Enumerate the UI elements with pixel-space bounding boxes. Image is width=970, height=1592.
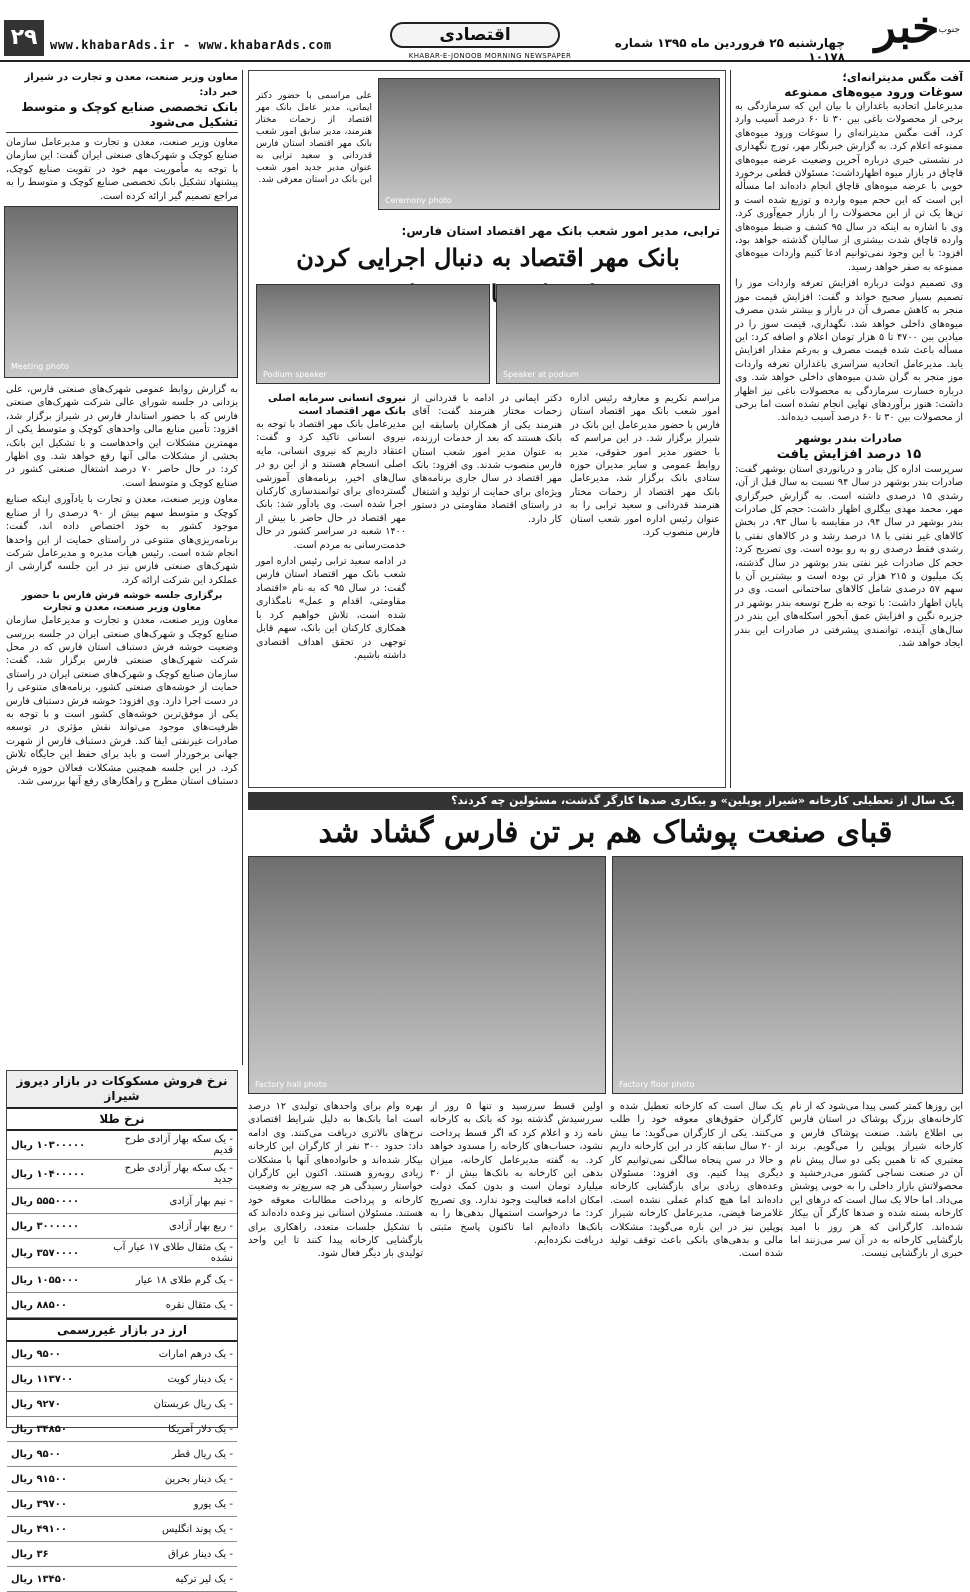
factory-hall-photo: [248, 856, 606, 1094]
right-column: [735, 70, 963, 788]
article-body: سرپرست اداره کل بنادر و دریانوردی استان بوشهر گفت: صادرات بندر بوشهر در سال ۹۴ نسبت به سال قبل از آن، رشدی ۱۵ درصدی داشته است. به گزارش خبرگزاری مهر، محمد مهدی بیگلری اظهار داشت: حجم کل صادرات بندر بوشهر در سال ۹۴، در مقایسه با سال ۹۳، در بخش کالاهای غیر نفتی با ۱۸ درصد رشد و در کالاهای نفتی با رشدی فقط درصدی رو به رو بوده است. وی تصریح کرد: حجم کل صادرات غیر نفتی بندر بوشهر در سال گذشته، یک میلیون و ۲۱۵ هزار تن بوده است و بیشترین آن با سهم ۵۷ درصدی شامل کالاهای ساختمانی است. وی در پایان اظهار داشت: با توجه به طرح توسعه بندر بوشهر در جزیره نگین و افزایش عمق آبخور اسکله‌های این بندر در سال‌های آینده، توانمندی پیشرفتی در صادرات این بندر ایجاد خواهد شد.: [735, 463, 964, 650]
price-row: [7, 1492, 237, 1517]
article-body: معاون وزیر صنعت، معدن و تجارت با یادآوری اینکه صنایع کوچک و متوسط سهم بیش از ۹۰ درصدی را از صنایع موجود کشور به خود اختصاص داده اند، گفت: برنامه‌ریزی‌های متنوعی در راستای حمایت از این واحدها انجام شده است. رئیس هیأت مدیره و مدیرعامل شرکت شهرک‌های صنعتی فارس نیز در این جلسه گزارشی از عملکرد این شرکت ارائه کرد.: [6, 494, 238, 586]
article-body: مدیرعامل بانک مهر اقتصاد با توجه به نیروی انسانی تاکید کرد و گفت: اعتقاد داریم که نیروی انسانی، مایه اصلی انسجام هستند و از این رو در سال‌های اخیر، برنامه‌های آموزشی گسترده‌ای برای توانمندسازی کارکنان اجرا شده است. وی یادآور شد: بانک مهر اقتصاد در حال حاضر با بیش از ۱۴۰۰ شعبه در سراسر کشور در حال خدمت‌رسانی به مردم است.: [256, 419, 406, 551]
photo-label: Factory floor photo: [619, 1080, 695, 1089]
feature-column-1: [570, 392, 720, 782]
price-value: ۵۵۵۰۰۰۰ ریال: [7, 1189, 99, 1214]
photo-label: Meeting photo: [11, 361, 69, 371]
price-label: - یک دینار عراق: [99, 1542, 237, 1567]
story-subbar: یک سال از تعطیلی کارخانه «شیراز پوپلین» و بیکاری صدها کارگر گذشت، مسئولین چه کردند؟: [248, 792, 963, 810]
price-value: ۴۹۱۰۰ ریال: [7, 1517, 99, 1542]
story-column-2: یک سال است که کارخانه تعطیل شده و کارگران حقوق‌های معوقه خود را طلب می‌کنند. یکی از کارگران می‌گوید: ما بیش از ۲۰ سال سابقه کار در این کارخانه داریم و حالا در سن پنجاه سالگی نمی‌توانیم کار دیگری پیدا کنیم. وی افزود: مسئولان وعده‌های زیادی برای بازگشایی کارخانه داده‌اند اما هیچ کدام عملی نشده است. غلامرضا فیضی، مدیرعامل کارخانه شیراز پوپلین نیز در این باره می‌گوید: مشکلات مالی و بدهی‌های بانکی باعث توقف تولید شده است.: [610, 1101, 783, 1260]
article-body: دکتر ایمانی در ادامه با قدردانی از زحمات مختار هنرمند گفت: آقای هنرمند یکی از همکاران باسابقه این بانک هستند که بعد از خدمات ارزنده، به عنوان مدیر امور شعب استان فارس منصوب شدند. وی افزود: بانک مهر اقتصاد در سال جاری برنامه‌های ویژه‌ای برای حمایت از تولید و اشتغال در راستای اقتصاد مقاومتی در دستور کار دارد.: [412, 393, 562, 525]
price-label: - یک دینار کویت: [99, 1367, 237, 1392]
article-body: وی تصمیم دولت درباره افزایش تعرفه واردات موز را تصمیم بسیار صحیح خواند و گفت: افزایش قیمت موز منجر به کاهش مصرف آن در بازار و بیشتر شدن مصرف میوه‌های داخلی خواهد شد. نگهداری، قیمت سوز را در میادین بین ۴۷۰۰ تا ۵ هزار تومان اعلام و اضافه کرد: این مسأله باعث شده قیمت مصرف و به‌رغم مقدار افزایش یابد. مدیرعامل اتحادیه سراسری باغداران تعرفه واردات موز منجر به گران شدن میوه‌های داخلی خواهد شد. وی درباره خسارت سرمازدگی به محصولات باغی نیز اظهار داشت: هنوز برآوردهای نهایی انجام نشده است اما برخی از محصولات بین ۳۰ تا ۶۰ درصد آسیب دیده‌اند.: [735, 278, 963, 424]
price-value: ۱۳۴۵۰ ریال: [7, 1567, 99, 1592]
price-label: - یک دلار آمریکا: [99, 1417, 237, 1442]
column-divider: [730, 70, 731, 788]
masthead: [0, 0, 970, 62]
story-headline: قبای صنعت پوشاک هم بر تن فارس گشاد شد: [318, 815, 893, 850]
website-link[interactable]: www.khabarAds.ir - www.khabarAds.com: [50, 38, 332, 52]
price-row: [7, 1417, 237, 1442]
fx-table: [7, 1342, 237, 1592]
price-value: ۱۱۳۷۰۰ ریال: [7, 1367, 99, 1392]
price-row: [7, 1367, 237, 1392]
feature-column-3: [256, 392, 406, 782]
price-row: [7, 1268, 237, 1293]
price-label: - یک سکه بهار آزادی طرح قدیم: [99, 1131, 237, 1160]
podium-photo: [496, 284, 720, 384]
price-label: - یک یورو: [99, 1492, 237, 1517]
logo-small-text: جنوب: [938, 25, 960, 35]
price-label: - یک مثقال طلای ۱۷ عیار آب نشده: [99, 1239, 237, 1268]
price-row: [7, 1567, 237, 1592]
photo-caption: علی مراسمی با حضور دکتر ایمانی، مدیر عامل بانک مهر اقتصاد از زحمات مختار هنرمند، مدیر سابق امور شعب بانک مهر اقتصاد استان فارس قدردانی و سعید ترابی به عنوان مدیر جدید امور شعب این بانک در استان معرفی شد.: [256, 91, 372, 185]
fx-header: ارز در بازار غیررسمی: [7, 1318, 237, 1342]
feature-kicker: ترابی، مدیر امور شعب بانک مهر اقتصاد استان فارس:: [401, 224, 720, 238]
article-headline: بانک تخصصی صنایع کوچک و متوسط تشکیل می‌شود: [6, 100, 238, 133]
speaker-photo: [256, 284, 490, 384]
photo-label: Speaker at podium: [503, 370, 579, 379]
column-divider: [242, 70, 243, 1065]
price-row: [7, 1239, 237, 1268]
ceremony-photo: [378, 78, 720, 210]
price-value: ۱۰۵۵۰۰۰ ریال: [7, 1268, 99, 1293]
price-value: ۳۵۷۰۰۰۰ ریال: [7, 1239, 99, 1268]
price-row: [7, 1131, 237, 1160]
price-value: ۱۰۴۰۰۰۰۰ ریال: [7, 1160, 99, 1189]
story-column-4: بهره وام برای واحدهای تولیدی ۱۲ درصد است اما بانک‌ها به دلیل شرایط اقتصادی نرخ‌های بالاتری دریافت می‌کنند. وی ادامه داد: حدود ۳۰۰ نفر از کارگران این کارخانه بیکار شده‌اند و خانواده‌های آنها با مشکلات زیادی روبه‌رو هستند. اکنون این کارگران خواستار رسیدگی هر چه سریع‌تر به وضعیت کارخانه و پرداخت مطالبات معوقه خود هستند. مسئولان استانی نیز وعده داده‌اند که با تشکیل جلسات متعدد، راهکاری برای بازگشایی کارخانه پیدا کنند تا این واحد تولیدی بار دیگر فعال شود.: [248, 1101, 423, 1260]
story-column-1: این روزها کمتر کسی پیدا می‌شود که از نام کارخانه‌های بزرگ پوشاک در استان فارس بی اطلاع باشد. صنعت پوشاک فارس و کارخانه شیراز پوپلین را می‌گویم. برند معتبری که تا همین یکی دو سال پیش نام آن در صنعت نساجی کشور می‌درخشید و محصولاتش بازار داخلی را به خوبی پوشش می‌داد. اما حالا یک سال است که درهای این کارخانه بسته شده و صدها کارگر آن بیکار شده‌اند. کارگرانی که هر روز با امید بازگشایی کارخانه به در آن سر می‌زنند اما خبری از بازگشایی نیست.: [790, 1101, 963, 1260]
meeting-photo: [4, 206, 238, 378]
price-label: - یک درهم امارات: [99, 1342, 237, 1367]
article-body: در ادامه سعید ترابی رئیس اداره امور شعب بانک مهر اقتصاد استان فارس گفت: در سال ۹۵ که به نام «اقتصاد مقاومتی، اقدام و عمل» نامگذاری شده است، تلاش خواهیم کرد با همکاری کارکنان این بانک، سهم قابل توجهی در تحقق اهداف اقتصادی داشته باشیم.: [256, 556, 406, 661]
price-value: ۹۲۷۰ ریال: [7, 1392, 99, 1417]
price-table: [6, 1070, 238, 1585]
article-kicker: صادرات بندر بوشهر: [795, 431, 903, 445]
article-body: مدیرعامل اتحادیه باغداران با بیان این که سرمازدگی به برخی از محصولات باغی بین ۳۰ تا ۶۰ درصد آسیب وارد کرد، آفت مگس مدیترانه‌ای را سوغات ورود میوه‌های ممنوعه اعلام کرد. به گزارش خبرنگار مهر، تورج نگهداری در نشستی خبری درباره آخرین وضعیت عرضه میوه‌های قاچاق در بازار میوه اظهارداشت: مسئولان قطعی برخورد خوبی با عرضه میوه‌های قاچاق انجام داده‌اند اما مسأله این است که این حجم میوه وارده و توزیع شده است و تن‌ها یک تن از این محصولات را از بازار جمع‌آوری کرد. وی با اشاره به اینکه در سال ۹۵ کشف و ضبط میوه‌های وارده قاچاق شدت بیشتری از سالیان گذشته خواهد بود، افزود: با این وجود نمی‌توانیم ادعا کنیم واردات میوه‌های ممنوعه به صفر خواهد رسید.: [735, 101, 963, 273]
photo-label: Ceremony photo: [385, 196, 452, 205]
price-row: [7, 1542, 237, 1567]
article-body: به گزارش روابط عمومی شهرک‌های صنعتی فارس، علی یزدانی در جلسه شورای عالی شرکت شهرک‌های صنعتی فارس که با حضور استاندار فارس در شیراز برگزار شد، افزود: تأمین منابع مالی واحدهای کوچک و متوسط یکی از مهمترین مشکلات این واحدهاست و با تشکیل این بانک، بخشی از مشکلات مالی آنها رفع خواهد شد. وی اظهار کرد: در حال حاضر ۷۰ درصد اشتغال صنعتی کشور در صنایع کوچک و متوسط است.: [6, 384, 238, 489]
price-label: - یک دینار بحرین: [99, 1467, 237, 1492]
article-headline: سوغات ورود میوه‌های ممنوعه: [784, 85, 963, 99]
photo-label: Factory hall photo: [255, 1080, 327, 1089]
gold-table: [7, 1131, 237, 1318]
left-column: [6, 70, 238, 1065]
price-value: ۳۰۰۰۰۰۰ ریال: [7, 1214, 99, 1239]
price-row: [7, 1392, 237, 1417]
article-body: مراسم تکریم و معارفه رئیس اداره امور شعب بانک مهر اقتصاد استان فارس با حضور مدیرعامل این بانک در شیراز برگزار شد. در این مراسم که با حضور مدیر امور حقوقی، مدیر روابط عمومی و سایر مدیران حوزه ستادی بانک برگزار شد، مدیرعامل بانک مهر اقتصاد از زحمات مختار هنرمند قدردانی و سعید ترابی را به عنوان رئیس اداره امور شعب استان فارس منصوب کرد.: [570, 393, 720, 539]
photo-label: Podium speaker: [263, 370, 327, 379]
price-row: [7, 1442, 237, 1467]
logo-text: خبر: [874, 2, 940, 53]
article-subhead: برگزاری جلسه خوشه فرش فارس با حضور معاون وزیر صنعت، معدن و تجارت: [21, 590, 223, 614]
price-row: [7, 1189, 237, 1214]
gold-header: نرخ طلا: [7, 1107, 237, 1131]
page-number: ۲۹: [4, 20, 44, 56]
price-row: [7, 1467, 237, 1492]
article-body: معاون وزیر صنعت، معدن و تجارت و مدیرعامل سازمان صنایع کوچک و شهرک‌های صنعتی ایران گفت: این سازمان با توجه به مأموریت مهم خود در تقویت صنایع کوچک، پیشنهاد تشکیل بانک تخصصی صنایع کوچک و متوسط را به مراجع تصمیم گیر ارائه کرده است.: [6, 137, 238, 202]
price-label: - یک ریال قطر: [99, 1442, 237, 1467]
dateline: چهارشنبه ۲۵ فروردین ماه ۱۳۹۵ شماره ۱۰۱۷۸: [614, 36, 845, 64]
price-row: [7, 1160, 237, 1189]
article-kicker: معاون وزیر صنعت، معدن و تجارت در شیراز خبر داد:: [24, 72, 238, 98]
article-headline: ۱۵ درصد افزایش یافت: [776, 446, 922, 462]
price-value: ۳۶ ریال: [7, 1542, 99, 1567]
factory-floor-photo: [612, 856, 963, 1094]
newspaper-logo: [852, 2, 962, 54]
price-table-title: نرخ فروش مسکوکات در بازار دیروز شیراز: [7, 1071, 237, 1107]
price-label: - یک پوند انگلیس: [99, 1517, 237, 1542]
price-row: [7, 1293, 237, 1318]
english-name: KHABAR-E-JONOOB MORNING NEWSPAPER: [408, 52, 572, 60]
price-value: ۸۸۵۰۰ ریال: [7, 1293, 99, 1318]
price-label: - نیم بهار آزادی: [99, 1189, 237, 1214]
price-row: [7, 1342, 237, 1367]
price-value: ۹۵۰۰ ریال: [7, 1442, 99, 1467]
article-kicker: آفت مگس مدیترانه‌ای؛: [842, 71, 963, 84]
price-label: - یک لیر ترکیه: [99, 1567, 237, 1592]
price-value: ۹۵۰۰ ریال: [7, 1342, 99, 1367]
section-badge: اقتصادی: [390, 22, 560, 48]
price-label: - یک سکه بهار آزادی طرح جدید: [99, 1160, 237, 1189]
feature-headline: بانک مهر اقتصاد به دنبال اجرایی کردن: [296, 243, 680, 272]
story-column-3: اولین قسط سررسید و تنها ۵ روز از سررسیدش گذشته بود که بانک به کارخانه نامه زد و اعلام کرد که اگر قسط پرداخت نشود، حساب‌های کارخانه را مسدود خواهد کرد. به گفته مدیرعامل کارخانه، میزان بدهی این کارخانه به بانک‌ها بیش از ۳۰ میلیارد تومان است و بدون کمک دولت امکان ادامه فعالیت وجود ندارد. وی تصریح کرد: ما درخواست استمهال بدهی‌ها را به بانک‌ها داده‌ایم اما تاکنون پاسخ مثبتی دریافت نکرده‌ایم.: [430, 1101, 603, 1247]
price-value: ۳۹۷۰۰ ریال: [7, 1492, 99, 1517]
price-label: - یک مثقال نقره: [99, 1293, 237, 1318]
feature-subhead: نیروی انسانی سرمایه اصلی بانک مهر اقتصاد است: [268, 393, 406, 417]
price-row: [7, 1517, 237, 1542]
price-label: - یک ریال عربستان: [99, 1392, 237, 1417]
price-value: ۱۰۳۰۰۰۰۰ ریال: [7, 1131, 99, 1160]
price-value: ۳۴۸۵۰ ریال: [7, 1417, 99, 1442]
article-body: معاون وزیر صنعت، معدن و تجارت و مدیرعامل سازمان صنایع کوچک و شهرک‌های صنعتی ایران در جلسه بررسی وضعیت خوشه فرش دستباف استان فارس که در محل شرکت شهرک‌های صنعتی فارس برگزار شد، گفت: سازمان صنایع کوچک و شهرک‌های صنعتی ایران در راستای حمایت از خوشه‌های صنعتی کشور، برنامه‌های متنوعی را در دست اجرا دارد. وی افزود: خوشه فرش دستباف فارس یکی از موفق‌ترین خوشه‌های کشور است و با توجه به ظرفیت‌های موجود می‌تواند نقش مؤثری در توسعه صادرات غیرنفتی ایفا کند. فرش دستباف فارس از شهرت جهانی برخوردار است و باید برای حفظ این جایگاه تلاش کرد. در این جلسه همچنین مشکلات فعالان حوزه فرش دستباف استان مطرح و راهکارهای رفع آنها بررسی شد.: [6, 615, 238, 787]
price-value: ۹۱۵۰۰ ریال: [7, 1467, 99, 1492]
price-label: - یک گرم طلای ۱۸ عیار: [99, 1268, 237, 1293]
price-label: - ربع بهار آزادی: [99, 1214, 237, 1239]
price-row: [7, 1214, 237, 1239]
feature-column-2: [412, 392, 562, 782]
